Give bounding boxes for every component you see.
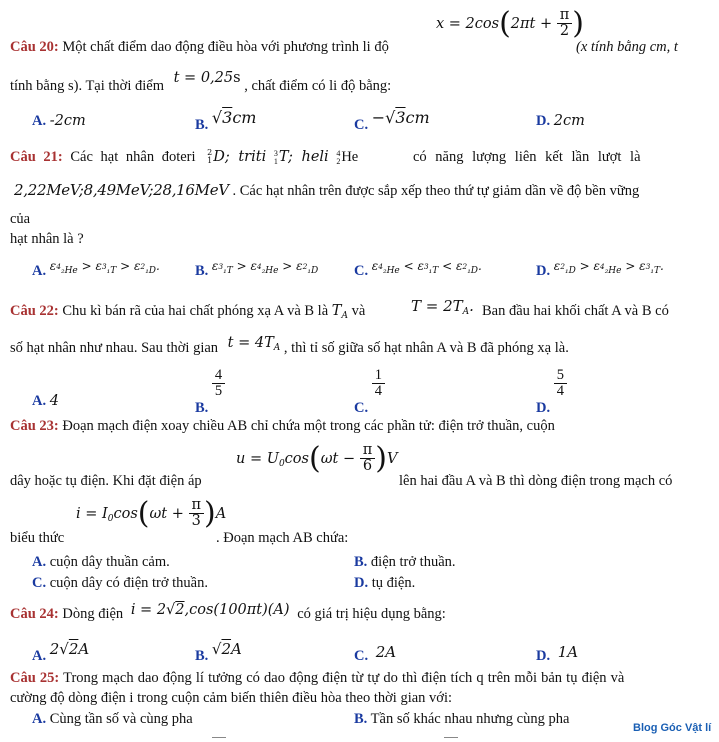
q25-stem-b: cường độ dòng điện i trong cuộn cảm biến thiên điều hòa theo thời gian với: (10, 690, 453, 706)
q21-option-a-letter: A. (32, 263, 47, 279)
q22-option-a[interactable] (32, 393, 59, 410)
q23-stem: Đoạn mạch điện xoay chiều AB chỉ chứa một trong các phần tử: điện trở thuần, cuộn (62, 418, 555, 434)
q23-stem-e: . Đoạn mạch AB chứa: (216, 530, 349, 546)
q23-option-a-letter: A. (32, 554, 47, 570)
q21-stem-e: hạt nhân là ? (10, 231, 84, 247)
q20-unit-note: (x tính bằng cm, t (576, 39, 678, 55)
q24-label: Câu 24: (10, 606, 59, 622)
q22-stem-d: số hạt nhân như nhau. Sau thời gian (10, 340, 219, 356)
q24-option-a-text: 2√2A (49, 640, 90, 658)
q21-option-c-text: $\varepsilon_{^4_2He} < \varepsilon_{^3_1T} < \varepsilon_{^2_1D}$. (371, 259, 482, 276)
q25-option-b-text: Tần số khác nhau nhưng cùng pha (370, 711, 570, 727)
q20-option-b[interactable] (195, 108, 257, 133)
q20-equation-body: x = 2cos(2πt + $\frac{\pi}{2}$ ) (436, 5, 584, 41)
q20-option-b-text: √3cm (211, 108, 257, 127)
q21-deuterium: 2 1 D; triti (207, 148, 267, 165)
q21-option-b[interactable] (195, 258, 319, 279)
q20-line-2 (10, 70, 392, 95)
q23-option-b[interactable] (354, 554, 456, 571)
q23-option-a-text: cuộn dây thuần cảm. (49, 554, 170, 570)
q24-option-a[interactable] (32, 640, 90, 664)
q21-option-d-letter: D. (536, 263, 551, 279)
cutoff-mark (212, 737, 226, 738)
q20-option-d[interactable] (536, 113, 585, 130)
q23-option-a[interactable] (32, 554, 170, 571)
q22-option-c[interactable] (354, 367, 385, 416)
q24-option-d-letter: D. (536, 648, 551, 664)
q20-option-a-letter: A. (32, 113, 47, 129)
q21-option-d[interactable] (536, 258, 664, 279)
cutoff-mark (444, 737, 458, 738)
q24-option-c-text: 2A (375, 643, 397, 661)
q25-option-a-letter: A. (32, 711, 47, 727)
q24-option-d[interactable] (536, 643, 578, 662)
q23-voltage: $u = U_0\cos(\omega t$ − $\frac{\pi}{6}$ )V (236, 440, 398, 476)
q20-stem-time-after: , chất điểm có li độ bằng: (244, 78, 392, 94)
q21-option-b-letter: B. (195, 263, 209, 279)
q20-line-1 (10, 39, 389, 56)
q22-option-b-letter: B. (195, 399, 209, 416)
q20-option-c-text: −√3cm (371, 108, 430, 127)
q22-and: và (351, 303, 366, 319)
q24-option-b-letter: B. (195, 648, 209, 664)
q20-option-c-letter: C. (354, 117, 369, 133)
q21-label: Câu 21: (10, 149, 63, 165)
q21-tritium: 3 1 T; heli (273, 148, 329, 166)
q22-option-c-letter: C. (354, 399, 369, 416)
q20-stem: Một chất điểm dao động điều hòa với phương trình li độ (62, 39, 389, 55)
q22-option-d-letter: D. (536, 399, 551, 416)
q22-stem-c: Ban đầu hai khối chất A và B có (482, 303, 669, 319)
q25-label: Câu 25: (10, 670, 60, 686)
q24-option-d-text: 1A (557, 643, 579, 661)
q21-option-d-text: $\varepsilon_{^2_1D} > \varepsilon_{^4_2He} > \varepsilon_{^3_1T}$. (553, 259, 664, 276)
q22-option-d-fraction: $\frac{5}{4}$ (554, 368, 567, 399)
q22-ta: $T_A$ (331, 303, 348, 321)
q20-equation (436, 5, 584, 41)
q24-option-a-letter: A. (32, 648, 47, 664)
q22-time: $t = 4T_A$ (227, 335, 281, 353)
q20-time: t = 0,25s (173, 70, 241, 86)
q23-stem-b: dây hoặc tụ điện. Khi đặt điện áp (10, 473, 202, 489)
q22-tb-relation: $T = 2T_A$. (411, 297, 474, 317)
q20-stem-time-intro: tính bằng s). Tại thời điểm (10, 78, 164, 94)
q23-option-c[interactable] (32, 575, 208, 592)
q22-option-b[interactable] (195, 367, 225, 416)
q21-energies: 2,22MeV;8,49MeV;28,16MeV (14, 181, 229, 199)
q22-label: Câu 22: (10, 303, 59, 319)
q20-option-d-letter: D. (536, 113, 551, 129)
q23-option-d[interactable] (354, 575, 415, 592)
q22-stem-e: , thì tỉ số giữa số hạt nhân A và B đã phóng xạ là. (283, 340, 569, 356)
q25-option-b-letter: B. (354, 711, 368, 727)
q20-option-c[interactable] (354, 108, 430, 133)
q24-current: i = 2√2,cos(100πt)(A) (130, 602, 290, 618)
q22-stem: Chu kì bán rã của hai chất phóng xạ A và B là (62, 303, 329, 319)
q25-option-a-text: Cùng tần số và cùng pha (49, 711, 193, 727)
q24-line-1 (10, 602, 446, 623)
q25-line-1 (10, 670, 624, 687)
q21-stem-d: của (10, 211, 31, 227)
q21-line-1 (10, 149, 358, 166)
q23-option-d-letter: D. (354, 575, 369, 591)
q20-option-a[interactable] (32, 113, 86, 130)
q20-label: Câu 20: (10, 39, 59, 55)
q23-option-b-letter: B. (354, 554, 368, 570)
q24-stem-b: có giá trị hiệu dụng bằng: (297, 606, 446, 622)
q23-option-c-text: cuộn dây có điện trở thuần. (49, 575, 208, 591)
q23-option-c-letter: C. (32, 575, 47, 591)
q22-option-a-text: 4 (49, 393, 59, 409)
q21-line-2 (14, 181, 639, 200)
q23-label: Câu 23: (10, 418, 59, 434)
q25-option-b[interactable] (354, 711, 569, 728)
q21-option-a-text: $\varepsilon_{^4_2He} > \varepsilon_{^3_1T} > \varepsilon_{^2_1D}$. (49, 259, 160, 276)
q24-option-c[interactable] (354, 643, 396, 662)
q20-option-b-letter: B. (195, 117, 209, 133)
q23-stem-d: biểu thức (10, 530, 65, 546)
q23-line-1 (10, 418, 555, 435)
q23-option-b-text: điện trở thuần. (370, 554, 456, 570)
q20-option-d-text: 2cm (553, 113, 585, 129)
q21-stem-c: . Các hạt nhân trên được sắp xếp theo thứ tự giảm dần về độ bền vững (232, 183, 640, 199)
q24-option-b[interactable] (195, 640, 242, 664)
q25-option-a[interactable] (32, 711, 193, 728)
q22-option-b-fraction: $\frac{4}{5}$ (212, 368, 225, 399)
q22-option-c-fraction: $\frac{1}{4}$ (372, 368, 385, 399)
q21-option-c[interactable] (354, 258, 482, 279)
watermark: Blog Góc Vật lí (633, 722, 712, 734)
q20-option-a-text: -2cm (49, 113, 86, 129)
q24-option-b-text: √2A (211, 640, 242, 658)
q22-line-1 (10, 303, 365, 321)
q22-option-d[interactable] (536, 367, 567, 416)
q25-stem: Trong mạch dao động lí tưởng có dao động điện từ tự do thì điện tích q trên mỗi bản tụ điện và (63, 670, 625, 686)
q21-helium: 4 2 He (336, 148, 359, 166)
q24-option-c-letter: C. (354, 648, 369, 664)
q23-current: $i = I_0\cos(\omega t$ + $\frac{\pi}{3}$ )A (76, 495, 227, 531)
q21-stem-b: có năng lượng liên kết lần lượt là (413, 149, 641, 165)
q21-option-c-letter: C. (354, 263, 369, 279)
q23-stem-c: lên hai đầu A và B thì dòng điện trong mạch có (399, 473, 673, 489)
q22-option-a-letter: A. (32, 393, 47, 409)
q22-line-2 (10, 335, 569, 358)
q24-stem: Dòng điện (62, 606, 124, 622)
q21-stem: Các hạt nhân đoteri (70, 149, 196, 165)
q21-option-a[interactable] (32, 258, 160, 279)
q23-option-d-text: tụ điện. (371, 575, 416, 591)
q21-option-b-text: $\varepsilon_{^3_1T} > \varepsilon_{^4_2He} > \varepsilon_{^2_1D}$ (211, 259, 319, 276)
